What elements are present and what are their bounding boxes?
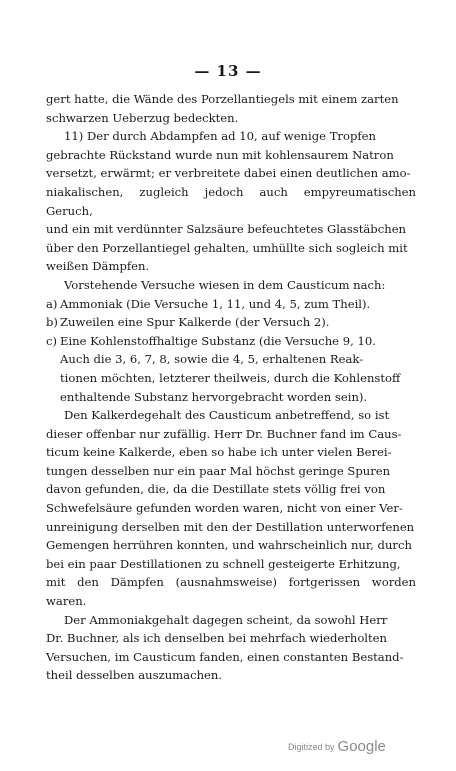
paragraph <box>46 611 416 685</box>
text-line: gert hatte, die Wände des Porzellantiegels mit einem zarten <box>46 92 399 106</box>
list-item <box>46 295 416 314</box>
list-item-label: a) <box>46 296 58 311</box>
paragraph <box>46 276 416 295</box>
text-line: dieser offenbar nur zufällig. Herr Dr. Buchner fand im Caus- <box>46 426 402 441</box>
text-line: versetzt, erwärmt; er verbreitete dabei einen deutlichen amo- <box>46 166 411 181</box>
text-line: Schwefelsäure gefunden worden waren, nicht von einer Ver- <box>46 501 403 516</box>
paragraph <box>46 127 416 276</box>
text-line: Zuweilen eine Spur Kalkerde (der Versuch 2). <box>60 315 330 330</box>
text-line: davon gefunden, die, da die Destillate stets völlig frei von <box>46 482 386 497</box>
list-item <box>46 313 416 332</box>
text-line: niakalischen, zugleich jedoch auch empyreumatischen Geruch, <box>46 184 416 218</box>
text-line: Dr. Buchner, als ich denselben bei mehrfach wiederholten <box>46 631 388 646</box>
list-item <box>46 332 416 406</box>
list-item-label: c) <box>46 333 58 348</box>
text-line: theil desselben auszumachen. <box>46 668 223 683</box>
digitization-watermark <box>288 738 386 756</box>
text-line: unreinigung derselben mit den der Destillation unterworfenen <box>46 519 415 534</box>
text-line: enthaltende Substanz hervorgebracht worden sein). <box>60 389 368 404</box>
text-line: 11) Der durch Abdampfen ad 10, auf wenige Tropfen <box>64 129 376 144</box>
paragraph <box>46 406 416 611</box>
text-line: gebrachte Rückstand wurde nun mit kohlensaurem Natron <box>46 147 394 162</box>
text-line: und ein mit verdünnter Salzsäure befeuchtetes Glasstäbchen <box>46 222 407 237</box>
text-line: mit den Dämpfen (ausnahmsweise) fortgerissen worden waren. <box>46 575 416 609</box>
page-number: — 13 — <box>194 62 262 80</box>
text-line: über den Porzellantiegel gehalten, umhüllte sich sogleich mit <box>46 240 408 255</box>
list-item-label: b) <box>46 315 58 330</box>
text-line: bei ein paar Destillationen zu schnell gesteigerte Erhitzung, <box>46 556 401 571</box>
text-line: ticum keine Kalkerde, eben so habe ich unter vielen Berei- <box>46 445 392 460</box>
digitized-by-label: Digitized by <box>288 741 335 752</box>
text-line: tionen möchten, letzterer theilweis, durch die Kohlenstoff <box>60 370 401 385</box>
body-text <box>46 90 416 685</box>
text-line: Ammoniak (Die Versuche 1, 11, und 4, 5, zum Theil). <box>60 296 371 311</box>
text-line: Versuchen, im Causticum fanden, einen constanten Bestand- <box>46 649 404 664</box>
paragraph <box>46 90 416 127</box>
google-logo: Google <box>337 738 386 756</box>
text-line: Der Ammoniakgehalt dagegen scheint, da sowohl Herr <box>64 612 388 627</box>
text-line: Den Kalkerdegehalt des Causticum anbetreffend, so ist <box>64 408 390 423</box>
text-line: Vorstehende Versuche wiesen in dem Causticum nach: <box>64 277 386 292</box>
text-line: weißen Dämpfen. <box>46 259 150 274</box>
text-line: tungen desselben nur ein paar Mal höchst geringe Spuren <box>46 463 391 478</box>
text-line: Auch die 3, 6, 7, 8, sowie die 4, 5, erhaltenen Reak- <box>60 352 364 367</box>
text-line: Gemengen herrühren konnten, und wahrscheinlich nur, durch <box>46 538 412 553</box>
text-line: schwarzen Ueberzug bedeckten. <box>46 110 239 125</box>
text-line: Eine Kohlenstoffhaltige Substanz (die Versuche 9, 10. <box>60 333 376 348</box>
